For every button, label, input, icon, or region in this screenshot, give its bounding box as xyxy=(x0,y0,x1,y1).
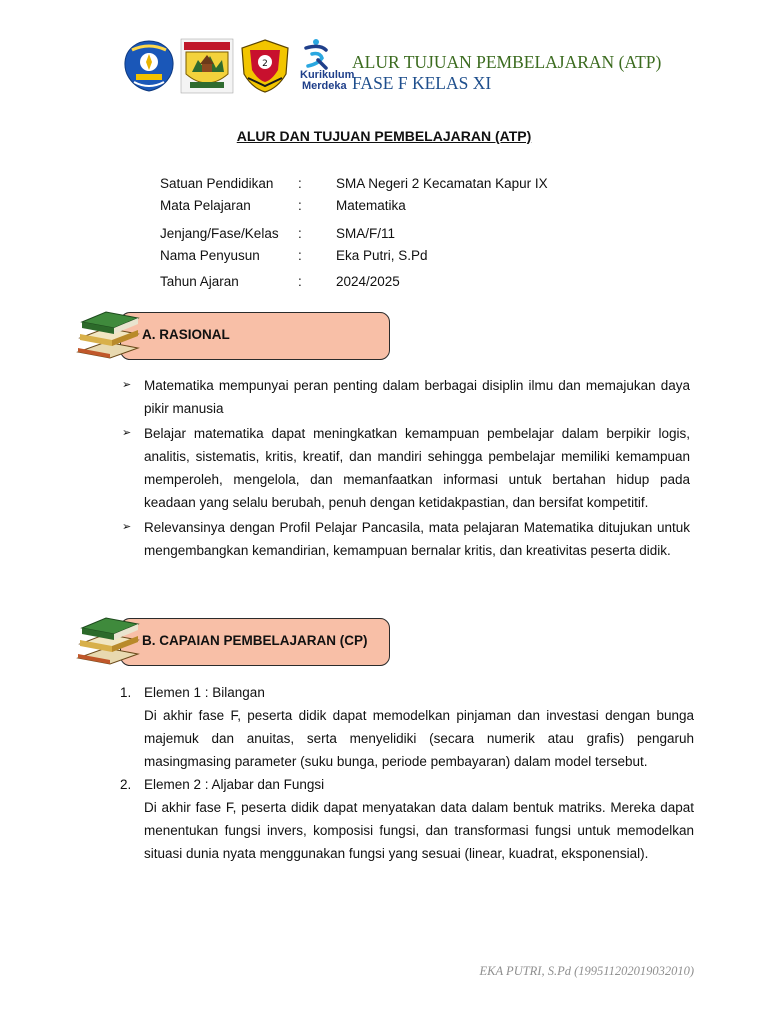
header-title xyxy=(352,52,661,94)
info-colon: : xyxy=(298,176,302,191)
item-number: 2. xyxy=(120,777,132,792)
sumatera-barat-logo-icon xyxy=(180,38,234,94)
merdeka-text: Merdeka xyxy=(302,80,347,92)
list-item xyxy=(122,422,690,514)
arrow-bullet-icon: ➢ xyxy=(122,427,132,439)
info-row xyxy=(160,176,620,194)
item-description: Di akhir fase F, peserta didik dapat menyatakan data dalam bentuk matriks. Mereka dapat menentukan fungsi invers, komposisi fungsi, dan transformasi fungsi untuk memodelkan situasi dunia nyata menggunakan fungsi yang sesuai (linear, kuadrat, eksponensial). xyxy=(144,800,694,861)
section-a-title: A. RASIONAL xyxy=(142,327,230,342)
arrow-bullet-icon: ➢ xyxy=(122,379,132,391)
info-colon: : xyxy=(298,248,302,263)
rasional-list xyxy=(122,374,690,564)
bullet-text: Belajar matematika dapat meningkatkan kemampuan pembelajar dalam berpikir logis, analitis, sistematis, kritis, kreatif, dan mandiri sehingga pembelajar memiliki kemampuan memperoleh, mengelola, dan memanfaatkan informasi untuk bertahan hidup pada keadaan yang selalu berubah, penuh dengan ketidakpastian, dan bersifat kompetitif. xyxy=(144,426,690,510)
document-title: ALUR DAN TUJUAN PEMBELAJARAN (ATP) xyxy=(236,128,532,144)
info-value: SMA/F/11 xyxy=(336,226,396,241)
books-icon xyxy=(76,308,142,364)
item-heading: Elemen 1 : Bilangan xyxy=(144,685,265,700)
header-title-line-2: FASE F KELAS XI xyxy=(352,73,492,93)
info-row xyxy=(160,248,620,266)
list-item xyxy=(122,516,690,562)
header-title-line-1: ALUR TUJUAN PEMBELAJARAN (ATP) xyxy=(352,52,662,72)
item-description: Di akhir fase F, peserta didik dapat memodelkan pinjaman dan investasi dengan bunga majemuk dan anuitas, serta menyelidiki (secara numerik atau grafis) pengaruh masingmasing parameter (suku bunga, periode pembayaran) dalam model tersebut. xyxy=(144,708,694,769)
capaian-list xyxy=(120,681,694,865)
list-item xyxy=(120,681,694,773)
footer-author: EKA PUTRI, S.Pd (199511202019032010) xyxy=(479,964,694,978)
tut-wuri-handayani-logo-icon xyxy=(122,38,176,94)
info-row xyxy=(160,198,620,216)
item-number: 1. xyxy=(120,685,132,700)
info-label: Satuan Pendidikan xyxy=(160,176,274,191)
info-label: Jenjang/Fase/Kelas xyxy=(160,226,279,241)
books-icon xyxy=(76,614,142,670)
bullet-text: Relevansinya dengan Profil Pelajar Pancasila, mata pelajaran Matematika ditujukan untuk mengembangkan kemandirian, kemampuan bernalar kritis, dan kreativitas peserta didik. xyxy=(144,520,690,558)
info-label: Tahun Ajaran xyxy=(160,274,239,289)
info-value: SMA Negeri 2 Kecamatan Kapur IX xyxy=(336,176,548,191)
info-label: Mata Pelajaran xyxy=(160,198,251,213)
section-b-header xyxy=(76,614,396,670)
item-heading: Elemen 2 : Aljabar dan Fungsi xyxy=(144,777,325,792)
sman-2-logo-icon xyxy=(238,38,292,94)
info-value: Matematika xyxy=(336,198,406,213)
svg-text:2: 2 xyxy=(262,59,268,69)
list-item xyxy=(120,773,694,865)
header-logos xyxy=(122,38,358,94)
info-value: Eka Putri, S.Pd xyxy=(336,248,428,263)
info-value: 2024/2025 xyxy=(336,274,400,289)
section-a-header xyxy=(76,308,396,364)
info-colon: : xyxy=(298,198,302,213)
arrow-bullet-icon: ➢ xyxy=(122,521,132,533)
info-row xyxy=(160,226,620,244)
info-label: Nama Penyusun xyxy=(160,248,260,263)
kurikulum-merdeka-icon xyxy=(296,38,358,70)
info-colon: : xyxy=(298,226,302,241)
kurikulum-text: Kurikulum xyxy=(300,69,355,81)
list-item xyxy=(122,374,690,420)
kurikulum-merdeka-logo xyxy=(296,38,358,94)
section-b-title: B. CAPAIAN PEMBELAJARAN (CP) xyxy=(142,633,368,648)
info-row xyxy=(160,274,620,292)
info-colon: : xyxy=(298,274,302,289)
bullet-text: Matematika mempunyai peran penting dalam berbagai disiplin ilmu dan memajukan daya pikir manusia xyxy=(144,378,690,416)
